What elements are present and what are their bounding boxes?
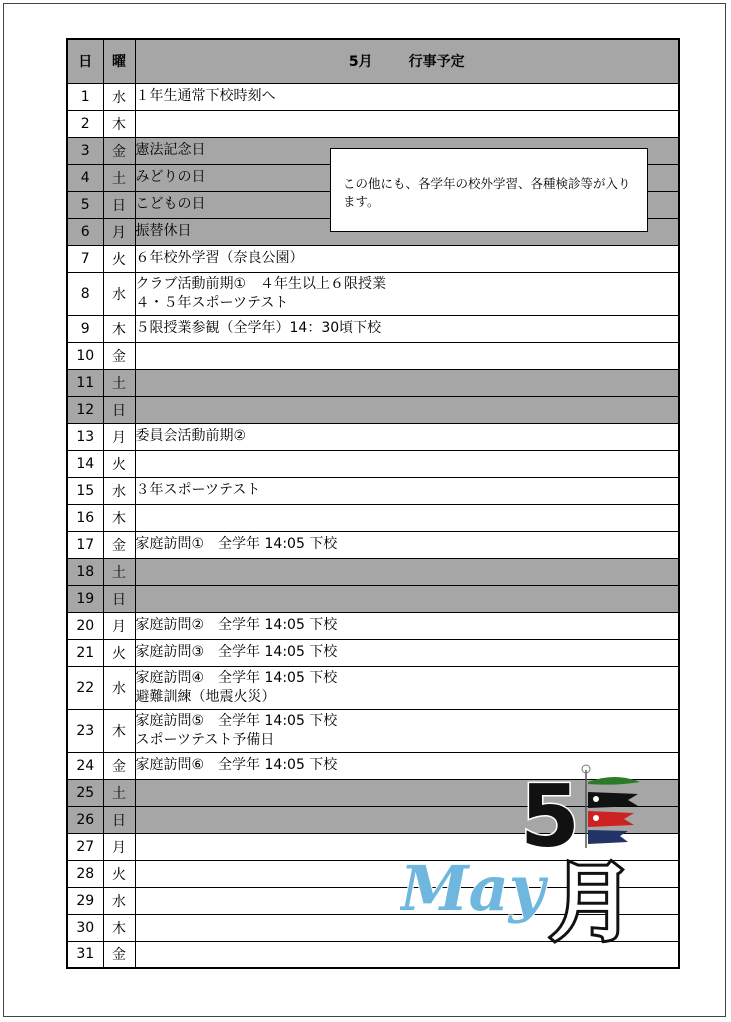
- day-cell: 10: [67, 342, 103, 369]
- table-row: [67, 504, 679, 531]
- day-cell: 29: [67, 887, 103, 914]
- event-line: みどりの日: [135, 169, 206, 185]
- table-row: [67, 639, 679, 666]
- event-line: こどもの日: [135, 196, 206, 212]
- weekday-cell: 土: [103, 779, 135, 806]
- day-cell: 24: [67, 752, 103, 779]
- event-cell: [135, 369, 679, 396]
- day-cell: 18: [67, 558, 103, 585]
- day-cell: 7: [67, 245, 103, 272]
- event-cell: [135, 396, 679, 423]
- event-cell: [135, 272, 679, 315]
- weekday-cell: 火: [103, 245, 135, 272]
- event-line: 家庭訪問① 全学年 14:05 下校: [135, 536, 338, 552]
- table-row: [67, 585, 679, 612]
- day-cell: 11: [67, 369, 103, 396]
- event-cell: [135, 315, 679, 342]
- day-cell: 20: [67, 612, 103, 639]
- weekday-cell: 水: [103, 83, 135, 110]
- day-cell: 26: [67, 806, 103, 833]
- weekday-cell: 木: [103, 504, 135, 531]
- table-row: [67, 423, 679, 450]
- weekday-cell: 日: [103, 396, 135, 423]
- day-cell: 27: [67, 833, 103, 860]
- day-cell: 16: [67, 504, 103, 531]
- event-line: 委員会活動前期②: [135, 428, 247, 444]
- event-cell: [135, 531, 679, 558]
- weekday-cell: 日: [103, 585, 135, 612]
- day-cell: 17: [67, 531, 103, 558]
- weekday-cell: 月: [103, 612, 135, 639]
- weekday-cell: 木: [103, 914, 135, 941]
- weekday-cell: 木: [103, 709, 135, 752]
- event-cell: [135, 477, 679, 504]
- event-cell: [135, 585, 679, 612]
- note-text: この他にも、各学年の校外学習、各種検診等が入ります。: [343, 176, 631, 209]
- weekday-cell: 月: [103, 218, 135, 245]
- event-line: ３年スポーツテスト: [135, 482, 261, 498]
- event-line: 家庭訪問④ 全学年 14:05 下校: [135, 669, 338, 686]
- table-row: [67, 941, 679, 968]
- day-cell: 13: [67, 423, 103, 450]
- day-cell: 12: [67, 396, 103, 423]
- event-line: 家庭訪問② 全学年 14:05 下校: [135, 617, 338, 633]
- table-row: [67, 531, 679, 558]
- day-cell: 19: [67, 585, 103, 612]
- koinobori-icon: [582, 765, 640, 848]
- table-row: [67, 558, 679, 585]
- event-cell: [135, 612, 679, 639]
- weekday-cell: 日: [103, 806, 135, 833]
- weekday-cell: 水: [103, 272, 135, 315]
- day-cell: 3: [67, 137, 103, 164]
- event-cell: [135, 83, 679, 110]
- event-cell: [135, 504, 679, 531]
- weekday-cell: 月: [103, 833, 135, 860]
- event-line: クラブ活動前期① ４年生以上６限授業: [135, 275, 387, 292]
- table-row: [67, 709, 679, 752]
- table-row: [67, 450, 679, 477]
- weekday-cell: 土: [103, 369, 135, 396]
- event-line: 家庭訪問⑥ 全学年 14:05 下校: [135, 757, 338, 773]
- day-cell: 4: [67, 164, 103, 191]
- table-row: [67, 477, 679, 504]
- table-row: [67, 110, 679, 137]
- event-line: スポーツテスト予備日: [135, 731, 275, 748]
- event-cell: [135, 941, 679, 968]
- table-row: [67, 342, 679, 369]
- table-row: [67, 612, 679, 639]
- table-row: [67, 272, 679, 315]
- event-cell: [135, 709, 679, 752]
- weekday-cell: 火: [103, 639, 135, 666]
- weekday-cell: 水: [103, 477, 135, 504]
- weekday-cell: 木: [103, 315, 135, 342]
- event-line: ６年校外学習（奈良公園）: [135, 250, 304, 266]
- event-line: ４・５年スポーツテスト: [135, 294, 289, 311]
- header-month: 5月: [348, 54, 373, 71]
- table-row: [67, 666, 679, 709]
- weekday-cell: 金: [103, 342, 135, 369]
- day-cell: 21: [67, 639, 103, 666]
- event-cell: [135, 450, 679, 477]
- header-title-text: 行事予定: [408, 54, 465, 71]
- table-row: [67, 396, 679, 423]
- day-cell: 30: [67, 914, 103, 941]
- note-box: [330, 148, 648, 232]
- day-cell: 28: [67, 860, 103, 887]
- big-kanji-month: 月: [550, 854, 635, 944]
- weekday-cell: 金: [103, 137, 135, 164]
- weekday-cell: 水: [103, 887, 135, 914]
- weekday-cell: 金: [103, 941, 135, 968]
- weekday-cell: 火: [103, 450, 135, 477]
- day-cell: 8: [67, 272, 103, 315]
- event-line: 憲法記念日: [135, 142, 206, 158]
- day-cell: 2: [67, 110, 103, 137]
- table-row: [67, 315, 679, 342]
- weekday-cell: 土: [103, 558, 135, 585]
- event-cell: [135, 245, 679, 272]
- day-cell: 6: [67, 218, 103, 245]
- table-row: [67, 83, 679, 110]
- header-dow: 曜: [103, 39, 135, 83]
- event-line: 家庭訪問③ 全学年 14:05 下校: [135, 644, 338, 660]
- event-cell: [135, 666, 679, 709]
- event-line: １年生通常下校時刻へ: [135, 88, 276, 104]
- weekday-cell: 火: [103, 860, 135, 887]
- event-line: 避難訓練（地震火災）: [135, 688, 276, 705]
- event-cell: [135, 558, 679, 585]
- event-line: 家庭訪問⑤ 全学年 14:05 下校: [135, 712, 338, 729]
- may-text: May: [400, 852, 545, 925]
- day-cell: 14: [67, 450, 103, 477]
- table-row: [67, 369, 679, 396]
- event-cell: [135, 342, 679, 369]
- day-cell: 1: [67, 83, 103, 110]
- big-number-5: 5: [520, 767, 580, 867]
- day-cell: 25: [67, 779, 103, 806]
- weekday-cell: 日: [103, 191, 135, 218]
- day-cell: 5: [67, 191, 103, 218]
- header-day: 日: [67, 39, 103, 83]
- header-row: [67, 39, 679, 83]
- day-cell: 23: [67, 709, 103, 752]
- event-cell: [135, 423, 679, 450]
- weekday-cell: 水: [103, 666, 135, 709]
- weekday-cell: 金: [103, 531, 135, 558]
- day-cell: 15: [67, 477, 103, 504]
- event-line: ５限授業参観（全学年）14：30頃下校: [135, 320, 382, 336]
- event-cell: [135, 110, 679, 137]
- weekday-cell: 金: [103, 752, 135, 779]
- day-cell: 9: [67, 315, 103, 342]
- may-decoration: [400, 764, 650, 944]
- weekday-cell: 木: [103, 110, 135, 137]
- header-title: [135, 39, 679, 83]
- day-cell: 22: [67, 666, 103, 709]
- weekday-cell: 土: [103, 164, 135, 191]
- day-cell: 31: [67, 941, 103, 968]
- event-line: 振替休日: [135, 223, 192, 239]
- event-cell: [135, 639, 679, 666]
- table-row: [67, 245, 679, 272]
- weekday-cell: 月: [103, 423, 135, 450]
